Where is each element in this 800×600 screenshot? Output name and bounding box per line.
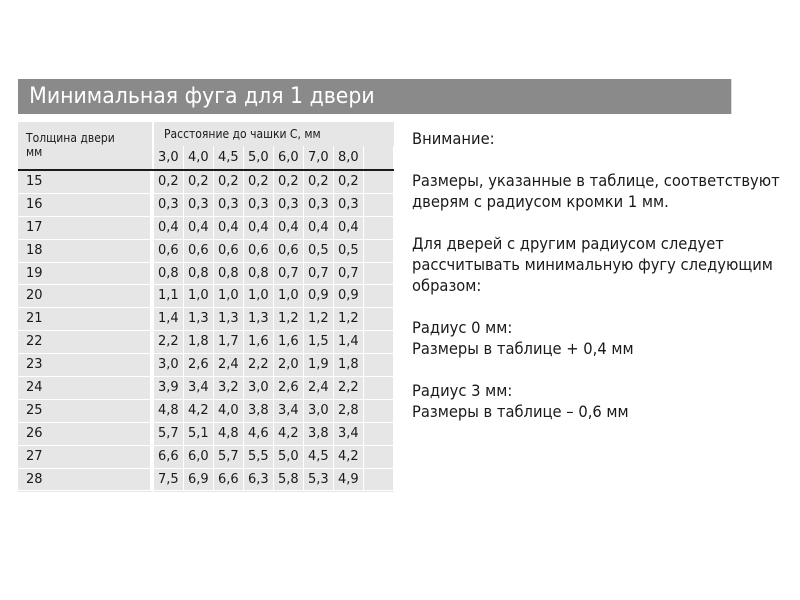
gap-value-cell: 0,8 [154, 263, 184, 285]
gap-value-cell: 1,0 [244, 285, 274, 307]
table-row [18, 331, 394, 354]
gap-value-cell: 1,6 [244, 331, 274, 353]
thickness-header-line1: Толщина двери [26, 131, 115, 145]
gap-value-cell: 0,6 [184, 240, 214, 262]
gap-value-cell: 3,4 [184, 377, 214, 399]
gap-value-cell: 1,2 [334, 308, 364, 330]
gap-value-cell: 2,4 [304, 377, 334, 399]
thickness-cell: 27 [18, 446, 152, 468]
gap-value-cell: 2,0 [274, 354, 304, 376]
spare-cell [364, 446, 394, 468]
gap-value-cell: 1,1 [154, 285, 184, 307]
gap-value-cell: 4,8 [214, 423, 244, 445]
gap-value-cell: 1,3 [244, 308, 274, 330]
gap-value-cell: 0,2 [184, 171, 214, 193]
gap-value-cell: 1,0 [214, 285, 244, 307]
spare-cell [364, 171, 394, 193]
gap-value-cell: 0,7 [304, 263, 334, 285]
c-value-header: 3,0 [154, 146, 184, 170]
spare-cell [364, 263, 394, 285]
gap-value-cell: 1,4 [154, 308, 184, 330]
gap-value-cell: 0,5 [304, 240, 334, 262]
gap-value-cell: 2,2 [334, 377, 364, 399]
value-cells [154, 377, 394, 399]
thickness-cell: 17 [18, 217, 152, 239]
thickness-cell: 28 [18, 469, 152, 491]
gap-value-cell: 1,0 [184, 285, 214, 307]
gap-value-cell: 0,4 [304, 217, 334, 239]
value-cells [154, 469, 394, 491]
gap-value-cell: 1,2 [304, 308, 334, 330]
value-cells [154, 400, 394, 422]
gap-value-cell: 2,6 [184, 354, 214, 376]
spare-cell [364, 469, 394, 491]
gap-value-cell: 0,7 [334, 263, 364, 285]
gap-value-cell: 0,6 [244, 240, 274, 262]
gap-value-cell: 0,4 [184, 217, 214, 239]
gap-value-cell: 1,3 [184, 308, 214, 330]
spare-cell [364, 423, 394, 445]
c-value-header: 4,5 [214, 146, 244, 170]
c-value-header: 6,0 [274, 146, 304, 170]
c-value-header: 5,0 [244, 146, 274, 170]
value-cells [154, 217, 394, 239]
gap-value-cell: 0,3 [244, 194, 274, 216]
gap-value-cell: 3,0 [304, 400, 334, 422]
gap-value-cell: 0,8 [184, 263, 214, 285]
spare-cell [364, 377, 394, 399]
gap-value-cell: 2,8 [334, 400, 364, 422]
value-cells [154, 308, 394, 330]
gap-value-cell: 4,2 [334, 446, 364, 468]
gap-value-cell: 0,3 [334, 194, 364, 216]
page-title: Минимальная фуга для 1 двери [18, 79, 731, 114]
thickness-cell: 25 [18, 400, 152, 422]
gap-value-cell: 1,8 [184, 331, 214, 353]
table-row [18, 285, 394, 308]
gap-value-cell: 0,4 [214, 217, 244, 239]
thickness-cell: 16 [18, 194, 152, 216]
value-cells [154, 194, 394, 216]
note-radius3-label: Радиус 3 мм: [412, 381, 513, 400]
note-panel [412, 128, 792, 422]
gap-value-cell: 0,6 [154, 240, 184, 262]
gap-value-cell: 0,8 [244, 263, 274, 285]
spare-cell [364, 400, 394, 422]
c-values-header-row [154, 146, 394, 170]
c-value-header: 4,0 [184, 146, 214, 170]
gap-value-cell: 0,3 [304, 194, 334, 216]
gap-value-cell: 0,4 [334, 217, 364, 239]
spare-cell [364, 331, 394, 353]
table-row [18, 423, 394, 446]
spare-cell [364, 354, 394, 376]
table-row [18, 171, 394, 194]
gap-value-cell: 0,2 [244, 171, 274, 193]
table-row [18, 308, 394, 331]
gap-value-cell: 0,2 [154, 171, 184, 193]
gap-value-cell: 7,5 [154, 469, 184, 491]
table-row [18, 217, 394, 240]
gap-value-cell: 0,2 [304, 171, 334, 193]
gap-value-cell: 0,8 [214, 263, 244, 285]
gap-value-cell: 1,9 [304, 354, 334, 376]
value-cells [154, 285, 394, 307]
gap-value-cell: 5,7 [214, 446, 244, 468]
value-cells [154, 240, 394, 262]
table-row [18, 240, 394, 263]
gap-value-cell: 1,0 [274, 285, 304, 307]
gap-value-cell: 6,6 [154, 446, 184, 468]
thickness-cell: 19 [18, 263, 152, 285]
gap-value-cell: 3,0 [244, 377, 274, 399]
note-line: дверям с радиусом кромки 1 мм. [412, 192, 669, 211]
gap-value-cell: 5,0 [274, 446, 304, 468]
table-row [18, 400, 394, 423]
spare-cell [364, 308, 394, 330]
table-row [18, 446, 394, 469]
spare-cell [364, 194, 394, 216]
gap-value-cell: 5,8 [274, 469, 304, 491]
note-attention: Внимание: [412, 129, 495, 148]
thickness-cell: 24 [18, 377, 152, 399]
gap-value-cell: 3,4 [334, 423, 364, 445]
gap-value-cell: 3,8 [304, 423, 334, 445]
table-body [18, 171, 394, 491]
gap-value-cell: 0,2 [214, 171, 244, 193]
gap-value-cell: 5,7 [154, 423, 184, 445]
gap-value-cell: 2,2 [244, 354, 274, 376]
gap-value-cell: 0,3 [274, 194, 304, 216]
gap-value-cell: 6,9 [184, 469, 214, 491]
thickness-cell: 18 [18, 240, 152, 262]
gap-table [18, 122, 394, 492]
gap-value-cell: 4,2 [274, 423, 304, 445]
spare-cell [364, 285, 394, 307]
gap-value-cell: 3,2 [214, 377, 244, 399]
table-row [18, 354, 394, 377]
gap-value-cell: 5,5 [244, 446, 274, 468]
spare-cell [364, 240, 394, 262]
value-cells [154, 263, 394, 285]
thickness-cell: 26 [18, 423, 152, 445]
gap-value-cell: 1,3 [214, 308, 244, 330]
value-cells [154, 446, 394, 468]
gap-value-cell: 0,7 [274, 263, 304, 285]
c-value-header: 8,0 [334, 146, 364, 170]
thickness-header-unit: мм [26, 145, 43, 159]
gap-value-cell: 1,7 [214, 331, 244, 353]
gap-value-cell: 0,3 [184, 194, 214, 216]
gap-value-cell: 0,6 [274, 240, 304, 262]
gap-value-cell: 1,6 [274, 331, 304, 353]
gap-value-cell: 0,6 [214, 240, 244, 262]
value-cells [154, 354, 394, 376]
gap-value-cell: 0,2 [334, 171, 364, 193]
table-row [18, 469, 394, 492]
note-line: Для дверей с другим радиусом следует [412, 234, 724, 253]
distance-header: Расстояние до чашки С, мм [164, 127, 321, 141]
thickness-cell: 22 [18, 331, 152, 353]
thickness-header [26, 131, 115, 159]
spare-cell [364, 217, 394, 239]
gap-value-cell: 6,6 [214, 469, 244, 491]
gap-value-cell: 1,2 [274, 308, 304, 330]
gap-value-cell: 4,8 [154, 400, 184, 422]
gap-value-cell: 0,4 [154, 217, 184, 239]
gap-value-cell: 6,0 [184, 446, 214, 468]
gap-value-cell: 4,2 [184, 400, 214, 422]
note-radius3-rule: Размеры в таблице – 0,6 мм [412, 402, 629, 421]
value-cells [154, 331, 394, 353]
gap-value-cell: 3,8 [244, 400, 274, 422]
gap-value-cell: 0,2 [274, 171, 304, 193]
note-line: рассчитывать минимальную фугу следующим [412, 255, 773, 274]
thickness-cell: 15 [18, 171, 152, 193]
gap-value-cell: 4,5 [304, 446, 334, 468]
gap-value-cell: 0,9 [334, 285, 364, 307]
table-row [18, 194, 394, 217]
gap-value-cell: 5,1 [184, 423, 214, 445]
gap-value-cell: 2,4 [214, 354, 244, 376]
gap-value-cell: 1,8 [334, 354, 364, 376]
gap-value-cell: 0,9 [304, 285, 334, 307]
note-radius0-rule: Размеры в таблице + 0,4 мм [412, 339, 634, 358]
c-value-header: 7,0 [304, 146, 334, 170]
gap-value-cell: 0,3 [154, 194, 184, 216]
value-cells [154, 171, 394, 193]
gap-value-cell: 1,4 [334, 331, 364, 353]
note-radius0-label: Радиус 0 мм: [412, 318, 513, 337]
c-value-header-spare [364, 146, 394, 170]
note-line: образом: [412, 276, 482, 295]
gap-value-cell: 5,3 [304, 469, 334, 491]
gap-value-cell: 0,4 [244, 217, 274, 239]
table-row [18, 263, 394, 286]
gap-value-cell: 3,0 [154, 354, 184, 376]
gap-value-cell: 4,6 [244, 423, 274, 445]
gap-value-cell: 3,4 [274, 400, 304, 422]
gap-value-cell: 0,4 [274, 217, 304, 239]
thickness-cell: 20 [18, 285, 152, 307]
gap-value-cell: 2,2 [154, 331, 184, 353]
gap-value-cell: 3,9 [154, 377, 184, 399]
gap-value-cell: 1,5 [304, 331, 334, 353]
gap-value-cell: 0,3 [214, 194, 244, 216]
gap-value-cell: 4,0 [214, 400, 244, 422]
table-row [18, 377, 394, 400]
gap-value-cell: 0,5 [334, 240, 364, 262]
gap-value-cell: 2,6 [274, 377, 304, 399]
thickness-cell: 21 [18, 308, 152, 330]
thickness-cell: 23 [18, 354, 152, 376]
note-line: Размеры, указанные в таблице, соответствуют [412, 171, 780, 190]
value-cells [154, 423, 394, 445]
gap-value-cell: 6,3 [244, 469, 274, 491]
gap-value-cell: 4,9 [334, 469, 364, 491]
